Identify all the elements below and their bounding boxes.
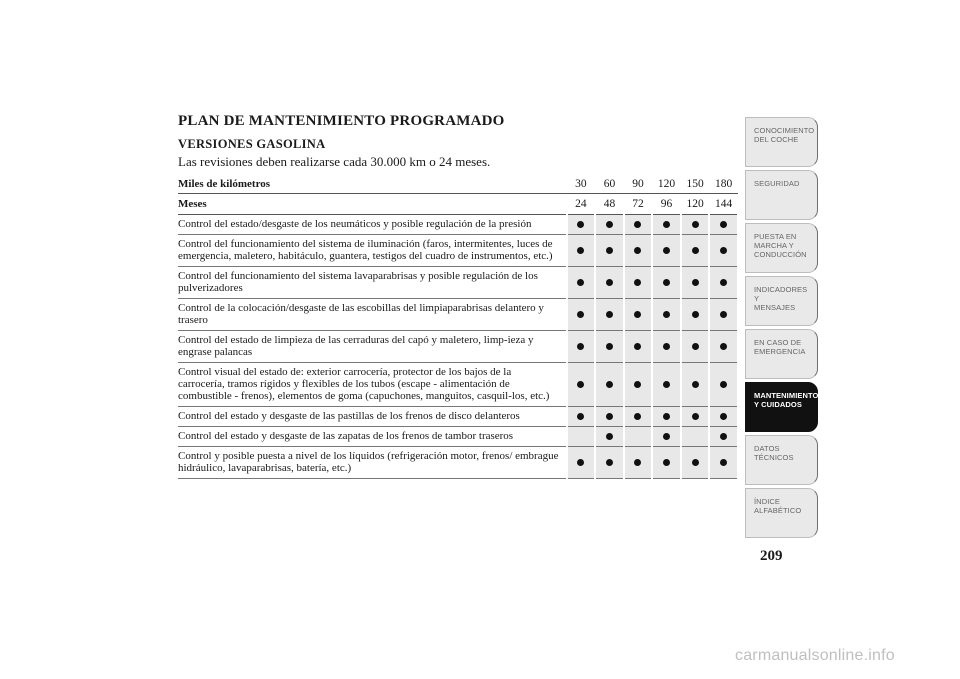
check-dot-icon bbox=[692, 343, 699, 350]
interval-cell bbox=[652, 407, 681, 427]
sidebar-nav bbox=[745, 117, 818, 541]
interval-cell bbox=[709, 427, 738, 447]
interval-cell bbox=[567, 407, 596, 427]
interval-cell bbox=[681, 407, 710, 427]
task-description: Control del estado/desgaste de los neumáticos y posible regulación de la presión bbox=[178, 215, 567, 235]
check-dot-icon bbox=[663, 343, 670, 350]
check-dot-icon bbox=[692, 413, 699, 420]
table-row bbox=[178, 267, 738, 299]
sidebar-tab[interactable]: SEGURIDAD bbox=[745, 170, 818, 220]
task-description: Control del estado y desgaste de las pastillas de los frenos de disco delanteros bbox=[178, 407, 567, 427]
check-dot-icon bbox=[720, 459, 727, 466]
interval-cell bbox=[624, 215, 653, 235]
check-dot-icon bbox=[663, 413, 670, 420]
task-description: Control visual del estado de: exterior carrocería, protector de los bajos de la carrocería, tramos rígidos y flexibles de los tubos (escape - alimentación de combustible - frenos), elementos de goma (capuchones, manguitos, casquil-los, etc.) bbox=[178, 363, 567, 407]
watermark: carmanualsonline.info bbox=[735, 647, 895, 664]
check-dot-icon bbox=[663, 433, 670, 440]
sidebar-tab[interactable]: DATOS TÉCNICOS bbox=[745, 435, 818, 485]
interval-cell bbox=[709, 299, 738, 331]
check-dot-icon bbox=[720, 413, 727, 420]
km-header-row-label: Miles de kilómetros bbox=[178, 174, 567, 194]
check-dot-icon bbox=[692, 311, 699, 318]
check-dot-icon bbox=[692, 459, 699, 466]
sidebar-tab[interactable]: EN CASO DE EMERGENCIA bbox=[745, 329, 818, 379]
task-description: Control del estado de limpieza de las cerraduras del capó y maletero, limp-ieza y engrase palancas bbox=[178, 331, 567, 363]
check-dot-icon bbox=[577, 413, 584, 420]
check-dot-icon bbox=[720, 381, 727, 388]
check-dot-icon bbox=[634, 221, 641, 228]
interval-cell bbox=[681, 331, 710, 363]
check-dot-icon bbox=[720, 311, 727, 318]
check-dot-icon bbox=[577, 247, 584, 254]
check-dot-icon bbox=[577, 343, 584, 350]
check-dot-icon bbox=[577, 381, 584, 388]
table-row bbox=[178, 235, 738, 267]
interval-cell bbox=[567, 447, 596, 479]
interval-cell bbox=[624, 331, 653, 363]
months-header-row bbox=[178, 194, 738, 215]
check-dot-icon bbox=[577, 221, 584, 228]
interval-cell bbox=[595, 363, 624, 407]
km-header-row-value: 60 bbox=[595, 174, 624, 194]
sidebar-tab[interactable]: CONOCIMIENTO DEL COCHE bbox=[745, 117, 818, 167]
check-dot-icon bbox=[692, 221, 699, 228]
check-dot-icon bbox=[663, 221, 670, 228]
table-row bbox=[178, 215, 738, 235]
check-dot-icon bbox=[720, 221, 727, 228]
interval-cell bbox=[709, 363, 738, 407]
interval-cell bbox=[652, 427, 681, 447]
interval-cell bbox=[681, 447, 710, 479]
interval-cell bbox=[681, 363, 710, 407]
interval-cell bbox=[595, 267, 624, 299]
check-dot-icon bbox=[634, 381, 641, 388]
check-dot-icon bbox=[606, 343, 613, 350]
check-dot-icon bbox=[692, 247, 699, 254]
check-dot-icon bbox=[606, 459, 613, 466]
interval-cell bbox=[681, 235, 710, 267]
check-dot-icon bbox=[692, 381, 699, 388]
interval-cell bbox=[624, 299, 653, 331]
interval-cell bbox=[709, 331, 738, 363]
check-dot-icon bbox=[720, 433, 727, 440]
check-dot-icon bbox=[606, 311, 613, 318]
task-description: Control de la colocación/desgaste de las escobillas del limpiaparabrisas delantero y trasero bbox=[178, 299, 567, 331]
interval-cell bbox=[567, 299, 596, 331]
check-dot-icon bbox=[634, 311, 641, 318]
check-dot-icon bbox=[577, 459, 584, 466]
interval-cell bbox=[624, 427, 653, 447]
interval-cell bbox=[681, 299, 710, 331]
months-header-row-value: 96 bbox=[652, 194, 681, 215]
table-row bbox=[178, 447, 738, 479]
months-header-row-value: 48 bbox=[595, 194, 624, 215]
interval-cell bbox=[567, 331, 596, 363]
interval-cell bbox=[709, 267, 738, 299]
check-dot-icon bbox=[606, 413, 613, 420]
check-dot-icon bbox=[606, 279, 613, 286]
interval-cell bbox=[652, 215, 681, 235]
check-dot-icon bbox=[577, 279, 584, 286]
task-description: Control y posible puesta a nivel de los líquidos (refrigeración motor, frenos/ embrague hidráulico, lavaparabrisas, batería, etc.) bbox=[178, 447, 567, 479]
months-header-row-value: 72 bbox=[624, 194, 653, 215]
check-dot-icon bbox=[663, 381, 670, 388]
interval-cell bbox=[567, 427, 596, 447]
check-dot-icon bbox=[634, 459, 641, 466]
interval-cell bbox=[595, 331, 624, 363]
page-number: 209 bbox=[760, 548, 783, 564]
check-dot-icon bbox=[606, 247, 613, 254]
months-header-row-value: 120 bbox=[681, 194, 710, 215]
km-header-row-value: 120 bbox=[652, 174, 681, 194]
sidebar-tab[interactable]: INDICADORES Y MENSAJES bbox=[745, 276, 818, 326]
interval-cell bbox=[652, 447, 681, 479]
sidebar-tab[interactable]: PUESTA EN MARCHA Y CONDUCCIÓN bbox=[745, 223, 818, 273]
interval-cell bbox=[624, 267, 653, 299]
check-dot-icon bbox=[634, 247, 641, 254]
check-dot-icon bbox=[663, 311, 670, 318]
interval-cell bbox=[567, 235, 596, 267]
section-subtitle: VERSIONES GASOLINA bbox=[178, 137, 326, 151]
maintenance-table bbox=[178, 174, 739, 479]
interval-cell bbox=[652, 267, 681, 299]
interval-cell bbox=[567, 267, 596, 299]
table-row bbox=[178, 363, 738, 407]
intro-text: Las revisiones deben realizarse cada 30.000 km o 24 meses. bbox=[178, 154, 491, 169]
months-header-row-label: Meses bbox=[178, 194, 567, 215]
months-header-row-value: 144 bbox=[709, 194, 738, 215]
km-header-row bbox=[178, 174, 738, 194]
interval-cell bbox=[652, 331, 681, 363]
sidebar-tab[interactable]: ÍNDICE ALFABÉTICO bbox=[745, 488, 818, 538]
interval-cell bbox=[595, 407, 624, 427]
interval-cell bbox=[681, 267, 710, 299]
interval-cell bbox=[595, 427, 624, 447]
interval-cell bbox=[595, 215, 624, 235]
interval-cell bbox=[595, 299, 624, 331]
task-description: Control del funcionamiento del sistema de iluminación (faros, intermitentes, luces de emergencia, maletero, habitáculo, guantera, testigos del cuadro de instrumentos, etc.) bbox=[178, 235, 567, 267]
interval-cell bbox=[624, 407, 653, 427]
interval-cell bbox=[624, 447, 653, 479]
table-row bbox=[178, 299, 738, 331]
interval-cell bbox=[652, 363, 681, 407]
check-dot-icon bbox=[606, 433, 613, 440]
table-row bbox=[178, 407, 738, 427]
check-dot-icon bbox=[720, 247, 727, 254]
interval-cell bbox=[595, 447, 624, 479]
task-description: Control del funcionamiento del sistema lavaparabrisas y posible regulación de los pulverizadores bbox=[178, 267, 567, 299]
interval-cell bbox=[652, 235, 681, 267]
task-description: Control del estado y desgaste de las zapatas de los frenos de tambor traseros bbox=[178, 427, 567, 447]
interval-cell bbox=[681, 215, 710, 235]
interval-cell bbox=[709, 215, 738, 235]
table-row bbox=[178, 331, 738, 363]
sidebar-tab[interactable]: MANTENIMIENTO Y CUIDADOS bbox=[745, 382, 818, 432]
check-dot-icon bbox=[692, 279, 699, 286]
check-dot-icon bbox=[663, 459, 670, 466]
check-dot-icon bbox=[606, 381, 613, 388]
km-header-row-value: 30 bbox=[567, 174, 596, 194]
interval-cell bbox=[709, 447, 738, 479]
check-dot-icon bbox=[634, 279, 641, 286]
check-dot-icon bbox=[720, 279, 727, 286]
interval-cell bbox=[709, 407, 738, 427]
interval-cell bbox=[624, 363, 653, 407]
interval-cell bbox=[709, 235, 738, 267]
page-title: PLAN DE MANTENIMIENTO PROGRAMADO bbox=[178, 113, 505, 129]
check-dot-icon bbox=[606, 221, 613, 228]
interval-cell bbox=[652, 299, 681, 331]
check-dot-icon bbox=[577, 311, 584, 318]
interval-cell bbox=[595, 235, 624, 267]
table-row bbox=[178, 427, 738, 447]
months-header-row-value: 24 bbox=[567, 194, 596, 215]
interval-cell bbox=[624, 235, 653, 267]
interval-cell bbox=[567, 215, 596, 235]
check-dot-icon bbox=[634, 413, 641, 420]
check-dot-icon bbox=[663, 279, 670, 286]
check-dot-icon bbox=[720, 343, 727, 350]
check-dot-icon bbox=[634, 343, 641, 350]
km-header-row-value: 150 bbox=[681, 174, 710, 194]
interval-cell bbox=[567, 363, 596, 407]
km-header-row-value: 180 bbox=[709, 174, 738, 194]
check-dot-icon bbox=[663, 247, 670, 254]
km-header-row-value: 90 bbox=[624, 174, 653, 194]
interval-cell bbox=[681, 427, 710, 447]
